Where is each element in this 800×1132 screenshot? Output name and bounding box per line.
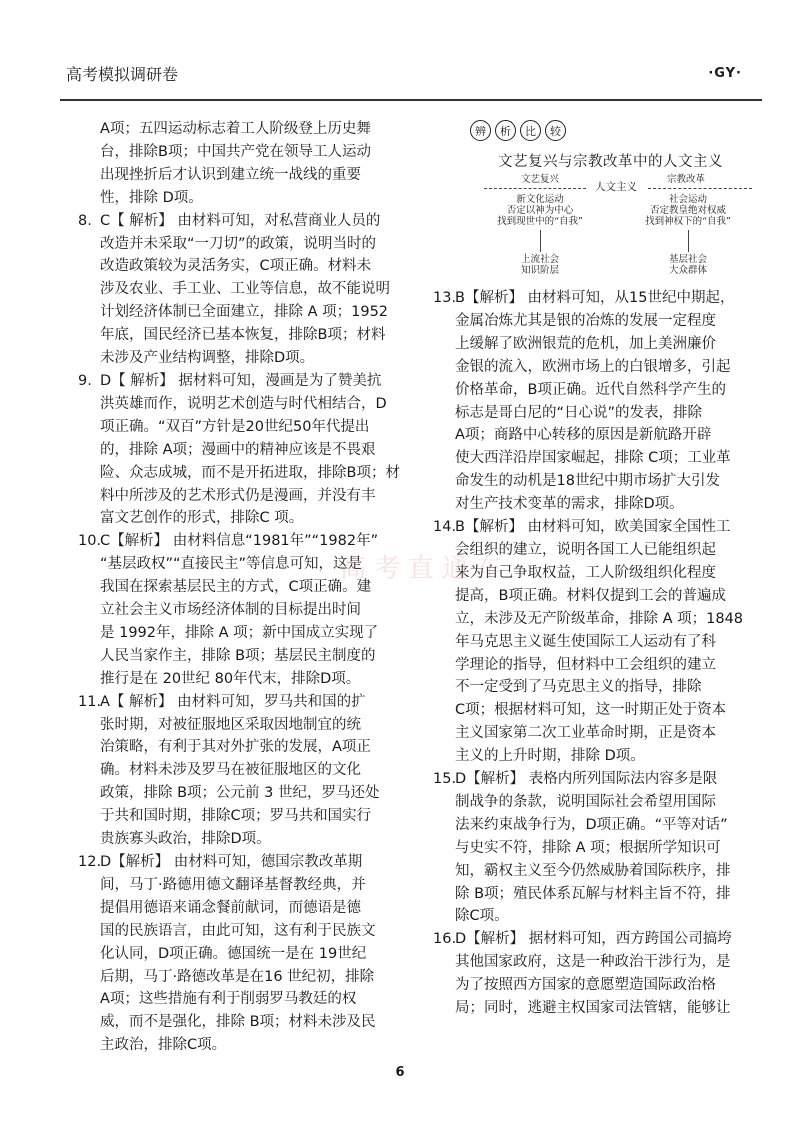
diagram-text: 知识阶层 xyxy=(520,265,559,276)
text-line: 治策略，有利于其对外扩张的发展，A项正 xyxy=(100,739,371,756)
text-line: 计划经济体制已全面建立，排除 A 项；1952 xyxy=(100,304,389,321)
text-line: 制战争的条款，说明国际社会希望用国际 xyxy=(455,793,716,810)
text-line: 于共和国时期，排除C项；罗马共和国实行 xyxy=(100,808,372,825)
text-line xyxy=(433,768,763,791)
diagram-right-bottom xyxy=(658,254,718,276)
text-line xyxy=(78,370,408,393)
right-questions xyxy=(433,287,763,1020)
text-line: 年马克思主义诞生使国际工人运动有了科 xyxy=(455,633,716,650)
text-line xyxy=(78,210,408,233)
text-line: 主义国家第二次工业革命时期，正是资本 xyxy=(455,725,716,742)
question-text: D【解析】 表格内所列国际法内容多是限 xyxy=(455,771,718,788)
text-line: 后期，马丁·路德改革是在16 世纪初，排除 xyxy=(100,968,375,985)
text-line: 的，排除 A项；漫画中的精神应该是不畏艰 xyxy=(100,441,376,458)
text-line: 张时期，对被征服地区采取因地制宜的统 xyxy=(100,716,361,733)
text-line: 贵族寡头政治，排除D项。 xyxy=(100,831,271,848)
diagram-text: 基层社会 xyxy=(668,254,707,265)
text-line: 命发生的动机是18世纪中期市场扩大引发 xyxy=(455,473,720,490)
question-12 xyxy=(78,851,408,1057)
text-line: 确。材料未涉及罗马在被征服地区的文化 xyxy=(100,762,361,779)
question-text: D【解析】 据材料可知，西方跨国公司搞垮 xyxy=(455,931,732,948)
text-line: 年底，国民经济已基本恢复，排除B项；材料 xyxy=(100,327,386,344)
badge: 析 xyxy=(495,120,516,141)
question-15 xyxy=(433,768,763,928)
text-line: 洪英雄而作，说明艺术创造与时代相结合，D xyxy=(100,395,387,412)
text-line xyxy=(78,530,408,553)
text-line: 是 1992年，排除 A 项；新中国成立实现了 xyxy=(100,624,379,641)
header-rule xyxy=(60,99,762,101)
text-line: 人民当家作主，排除 B项；基层民主制度的 xyxy=(100,647,376,664)
diagram-text: 找到神权下的“自我” xyxy=(645,216,731,227)
text-line: 除 B项；殖民体系瓦解与材料主旨不符，排 xyxy=(455,885,731,902)
text-line: 我国在探索基层民主的方式，C项正确。建 xyxy=(100,579,372,596)
question-9 xyxy=(78,370,408,530)
diagram-text: 否定以神为中心 xyxy=(506,205,574,216)
header-title: 高考模拟调研卷 xyxy=(66,65,179,84)
text-line: 除C项。 xyxy=(455,908,509,925)
text-line: 涉及农业、手工业、工业等信息，故不能说明 xyxy=(100,281,390,298)
text-line: 推行是在 20世纪 80年代末，排除D项。 xyxy=(100,670,361,687)
text-line: 来为自己争取权益，工人阶级组织化程度 xyxy=(455,564,716,581)
arrow-left xyxy=(540,230,541,252)
text-line: 金属冶炼尤其是银的冶炼的发展一定程度 xyxy=(455,312,716,329)
text-line: 主政治，排除C项。 xyxy=(100,1037,227,1054)
question-number: 10. xyxy=(78,533,102,550)
diagram-left-head: 文艺复兴 xyxy=(520,174,559,185)
text-line: 化认同，D项正确。德国统一是在 19世纪 xyxy=(100,945,367,962)
continuation-block xyxy=(78,118,408,210)
text-line: 知，霸权主义至今仍然威胁着国际秩序，排 xyxy=(455,862,731,879)
text-line xyxy=(78,851,408,874)
text-line: 其他国家政府，这是一种政治干涉行为，是 xyxy=(455,954,731,971)
text-line: 立，未涉及无产阶级革命，排除 A 项；1848 xyxy=(455,610,744,627)
header-code: ·GY· xyxy=(708,66,742,81)
text-line: 使大西洋沿岸国家崛起，排除 C项；工业革 xyxy=(455,450,731,467)
text-line: 台，排除B项；中国共产党在领导工人运动 xyxy=(100,143,371,160)
diagram-text: 社会运动 xyxy=(668,194,707,205)
left-questions xyxy=(78,210,408,1058)
watermark: 高考直通车 xyxy=(340,554,511,584)
question-14 xyxy=(433,516,763,768)
question-13 xyxy=(433,287,763,516)
question-text: A【 解析】 由材料可知，罗马共和国的扩 xyxy=(100,693,366,710)
diagram-right-head: 宗教改革 xyxy=(666,174,705,185)
text-line: 间，马丁·路德用德文翻译基督教经典，并 xyxy=(100,876,366,893)
text-line: 提倡用德语来诵念餐前献词，而德语是德 xyxy=(100,899,361,916)
text-line: 标志是哥白尼的“日心说”的发表，排除 xyxy=(455,404,703,421)
text-line: 金银的流入，欧洲市场上的白银增多，引起 xyxy=(455,358,731,375)
dashed-connector-left xyxy=(484,188,586,189)
text-line: 国的民族语言，由此可知，这有利于民族文 xyxy=(100,922,376,939)
question-number: 12. xyxy=(78,854,102,870)
diagram-text: 找到现世中的“自我” xyxy=(497,216,583,227)
badge: 辨 xyxy=(470,120,491,141)
diagram-text: 大众群体 xyxy=(668,265,707,276)
question-text: D【 解析】 据材料可知，漫画是为了赞美抗 xyxy=(100,372,382,389)
text-line: 价格革命，B项正确。近代自然科学产生的 xyxy=(455,381,726,398)
diagram-left-mid xyxy=(490,194,590,227)
text-line xyxy=(78,691,408,714)
text-line: C项；根据材料可知，这一时期正处于资本 xyxy=(455,702,727,719)
right-column xyxy=(433,287,763,1020)
dashed-connector-right xyxy=(648,188,752,189)
text-line: “基层政权”“直接民主”等信息可知，这是 xyxy=(100,556,363,573)
diagram-right-mid xyxy=(638,194,738,227)
text-line: 不一定受到了马克思主义的指导，排除 xyxy=(455,679,702,696)
text-line: 对生产技术变革的需求，排除D项。 xyxy=(455,496,684,513)
text-line: 性，排除 D项。 xyxy=(100,189,203,206)
text-line: 料中所涉及的艺术形式仍是漫画，并没有丰 xyxy=(100,487,376,504)
text-line: 未涉及产业结构调整，排除D项。 xyxy=(100,350,315,367)
text-line: 立社会主义市场经济体制的目标提出时间 xyxy=(100,602,361,619)
question-number: 8. xyxy=(78,212,92,229)
left-column xyxy=(78,118,408,1057)
badge-row xyxy=(470,120,566,141)
text-line: 会组织的建立，说明各国工人已能组织起 xyxy=(455,541,716,558)
diagram-text: 上流社会 xyxy=(520,254,559,265)
text-line: 改造政策较为灵活务实，C项正确。材料未 xyxy=(100,258,372,275)
question-number: 14. xyxy=(433,519,457,536)
diagram-center-head: 人文主义 xyxy=(595,181,637,193)
text-line: 法来约束战争行为，D项正确。“平等对话” xyxy=(455,816,728,833)
question-text: B【解析】 由材料可知，欧美国家全国性工 xyxy=(455,519,731,536)
arrow-right xyxy=(688,230,689,252)
comparison-diagram xyxy=(470,120,770,280)
diagram-left-bottom xyxy=(510,254,570,276)
question-11 xyxy=(78,691,408,851)
diagram-title: 文艺复兴与宗教改革中的人文主义 xyxy=(498,154,723,170)
text-line: 威，而不是强化，排除 B项；材料未涉及民 xyxy=(100,1014,376,1031)
question-10 xyxy=(78,530,408,690)
text-line xyxy=(433,287,763,310)
text-line: 学理论的指导，但材料中工会组织的建立 xyxy=(455,656,716,673)
question-number: 16. xyxy=(433,931,457,948)
diagram-text: 新文化运动 xyxy=(516,194,564,205)
text-line: 局；同时，逃避主权国家司法管辖，能够让 xyxy=(455,1000,731,1017)
text-line xyxy=(433,516,763,539)
text-line: 上缓解了欧洲银荒的危机，加上美洲廉价 xyxy=(455,335,716,352)
badge: 较 xyxy=(545,120,566,141)
text-line: 提高，B项正确。材料仅提到工会的普遍成 xyxy=(455,587,726,604)
question-number: 9. xyxy=(78,372,92,389)
diagram-text: 否定教皇绝对权威 xyxy=(649,205,726,216)
text-line: 富文艺创作的形式，排除C 项。 xyxy=(100,510,304,527)
question-number: 11. xyxy=(78,693,102,710)
text-line: 项正确。“双百”方针是20世纪50年代提出 xyxy=(100,418,370,435)
text-line: 改造并未采取“一刀切”的政策，说明当时的 xyxy=(100,235,377,252)
question-number: 13. xyxy=(433,290,457,306)
question-text: D【解析】 由材料可知，德国宗教改革期 xyxy=(100,854,363,870)
page-number: 6 xyxy=(395,1065,405,1080)
question-text: C【解析】 由材料信息“1981年”“1982年” xyxy=(100,533,379,550)
text-line: 政策，排除 B项；公元前 3 世纪，罗马还处 xyxy=(100,785,380,802)
text-line: 与史实不符，排除 A 项；根据所学知识可 xyxy=(455,839,721,856)
text-line: A项；商路中心转移的原因是新航路开辟 xyxy=(455,427,712,444)
text-line: 为了按照西方国家的意愿塑造国际政治格 xyxy=(455,977,716,994)
text-line: 主义的上升时期，排除 D项。 xyxy=(455,748,645,765)
text-line: 险、众志成城，而不是开拓进取，排除B项；材 xyxy=(100,464,400,481)
question-number: 15. xyxy=(433,771,457,788)
question-16 xyxy=(433,928,763,1020)
question-8 xyxy=(78,210,408,370)
badge: 比 xyxy=(520,120,541,141)
question-text: C【 解析】 由材料可知，对私营商业人员的 xyxy=(100,212,381,229)
text-line: A项；这些措施有利于削弱罗马教廷的权 xyxy=(100,991,357,1008)
question-text: B【解析】 由材料可知，从15世纪中期起， xyxy=(455,290,735,306)
text-line: 出现挫折后才认识到建立统一战线的重要 xyxy=(100,166,361,183)
text-line: A项；五四运动标志着工人阶级登上历史舞 xyxy=(100,121,371,137)
text-line xyxy=(433,928,763,951)
